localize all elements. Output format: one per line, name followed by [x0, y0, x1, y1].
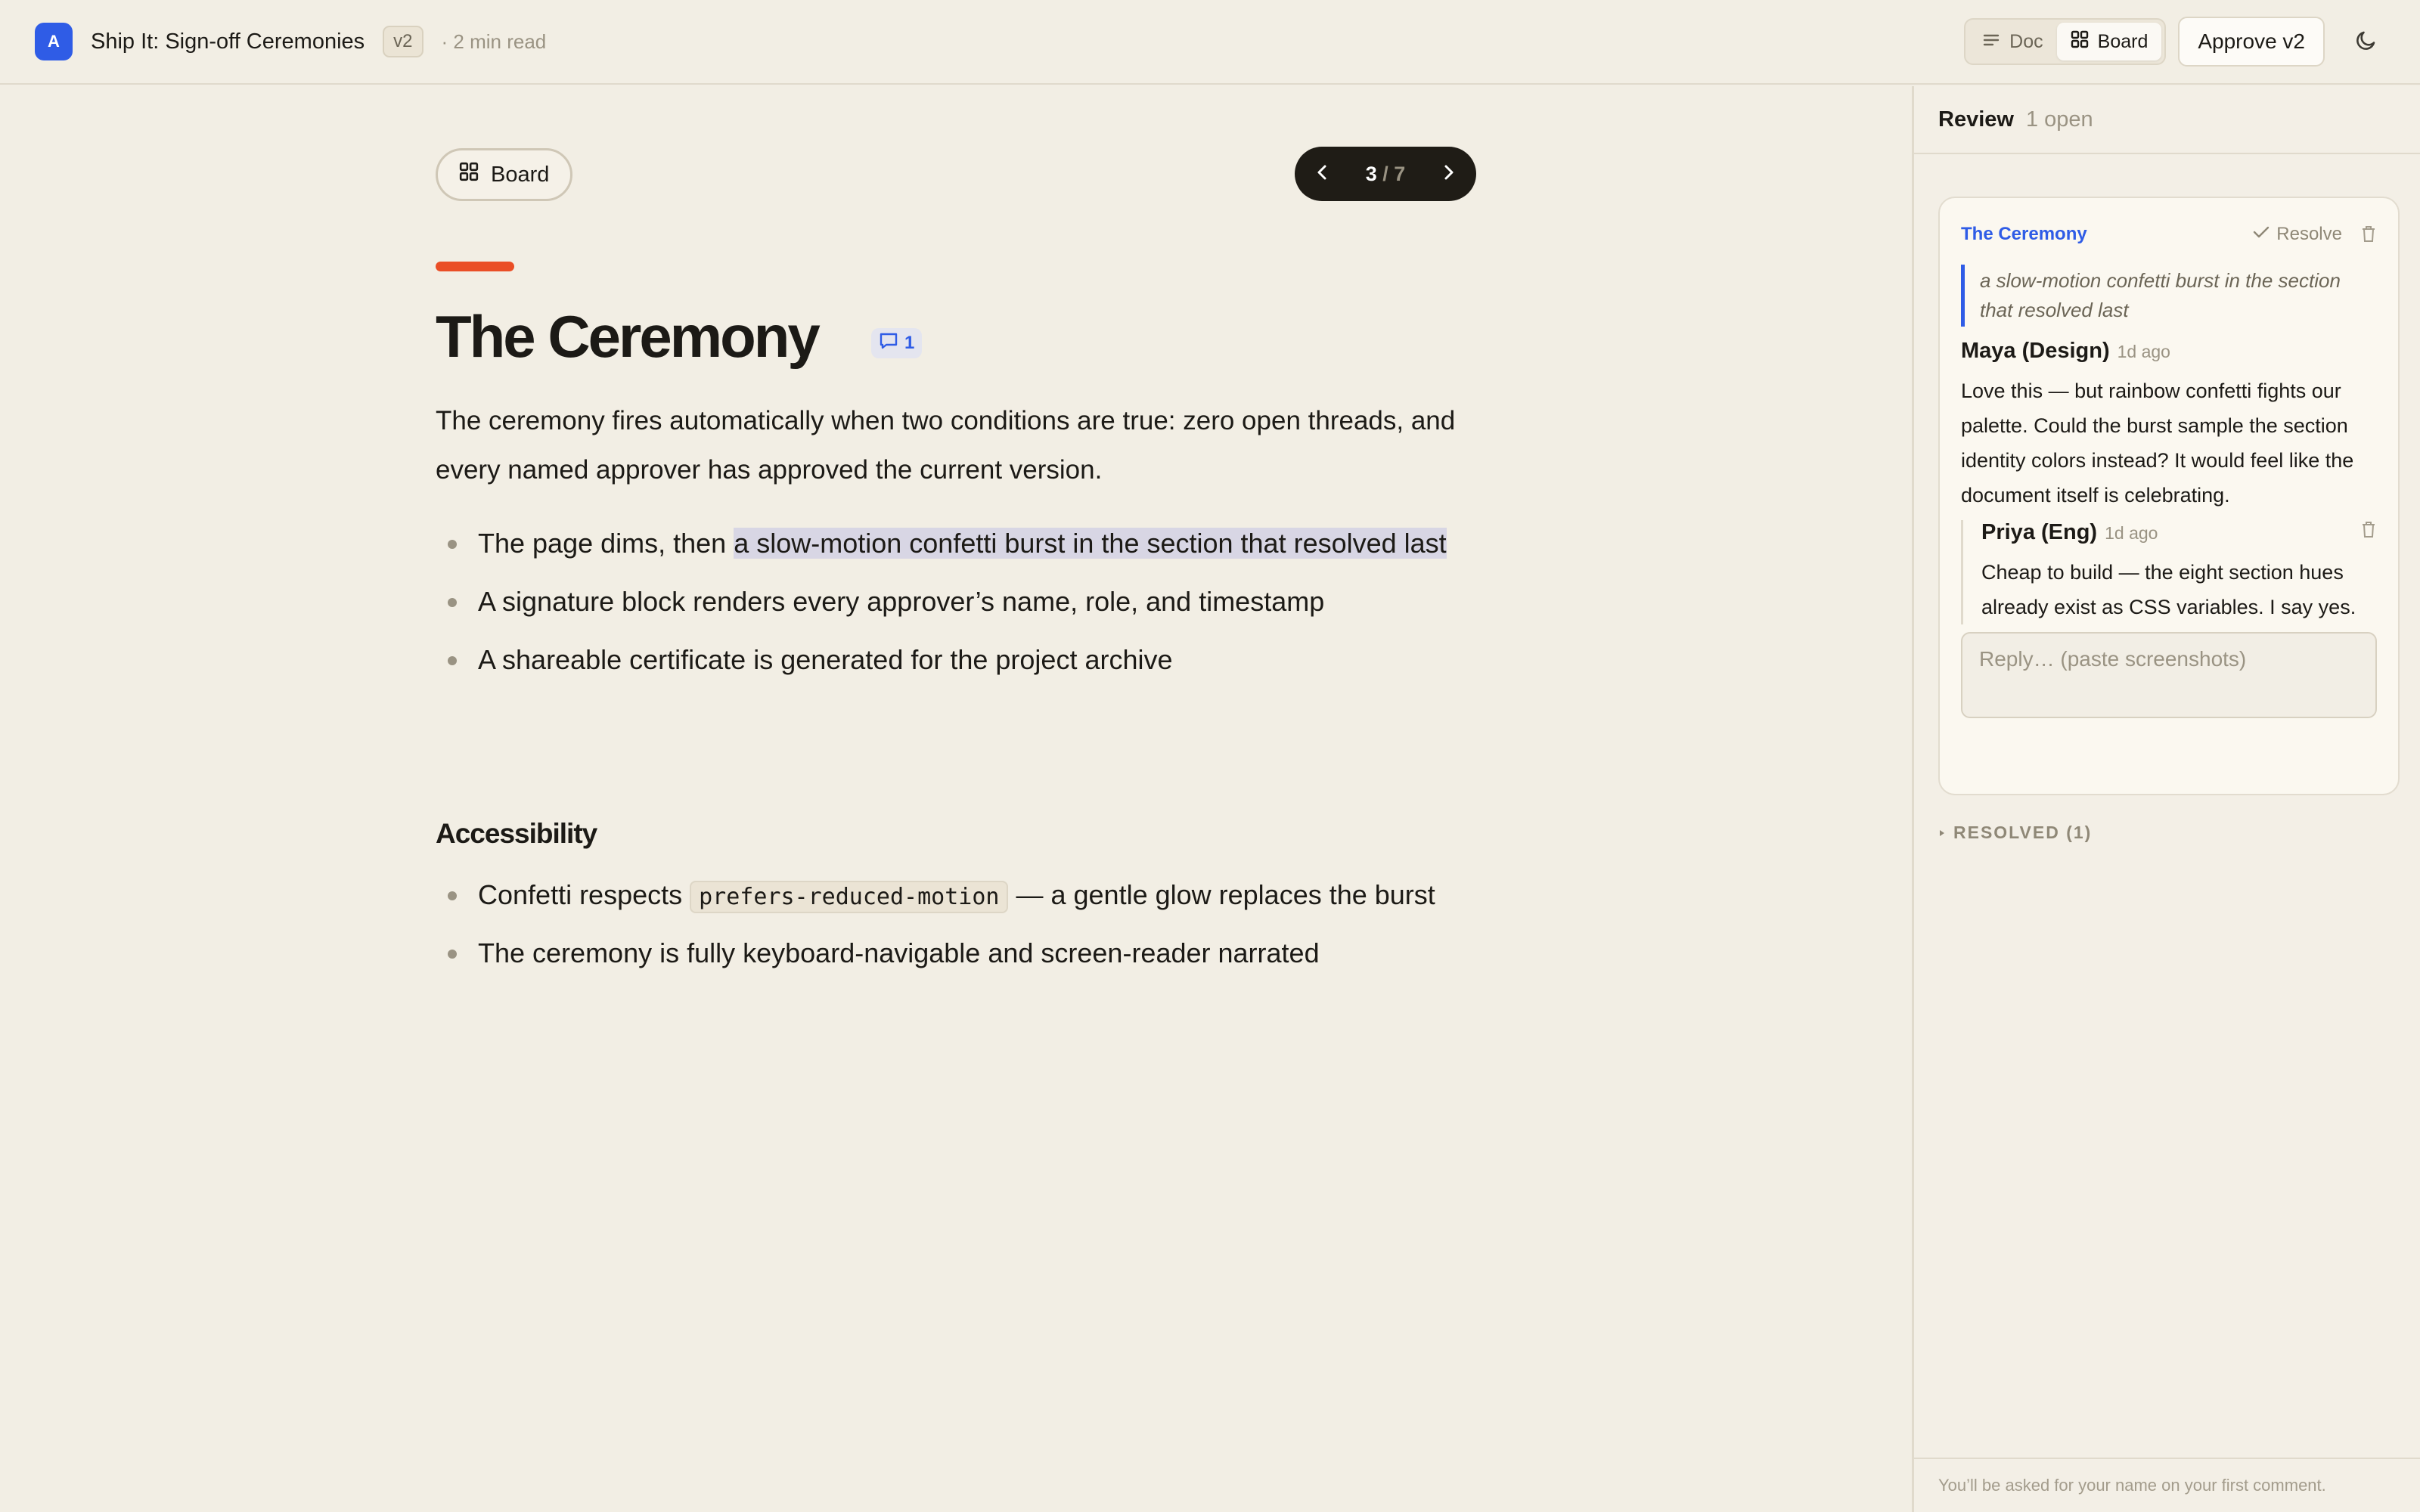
comment-author: Maya (Design) — [1961, 339, 2110, 363]
list-item-text: The ceremony is fully keyboard-navigable and screen-reader narrated — [478, 937, 1320, 968]
chevron-right-icon[interactable] — [1441, 162, 1457, 187]
section-pager — [1295, 147, 1476, 201]
review-header — [1914, 86, 2420, 154]
inline-code: prefers-reduced-motion — [690, 881, 1008, 913]
list-item-text: The page dims, then — [478, 528, 734, 559]
resolve-button[interactable] — [2252, 224, 2342, 245]
read-time: · 2 min read — [441, 29, 547, 53]
quoted-selection: a slow-motion confetti burst in the section that resolved last — [1961, 265, 2377, 327]
check-icon — [2252, 224, 2270, 245]
list-item-text: A signature block renders every approver’s name, role, and timestamp — [478, 586, 1325, 617]
list-item — [436, 583, 1494, 641]
accessibility-heading: Accessibility — [436, 818, 597, 849]
comment-count: 1 — [904, 333, 915, 353]
approve-button[interactable]: Approve v2 — [2178, 17, 2325, 67]
grid-icon — [459, 162, 479, 187]
comment-time: 1d ago — [2117, 342, 2170, 361]
accessibility-list — [436, 876, 1494, 993]
review-sidebar — [1912, 86, 2420, 1512]
page-indicator — [1366, 163, 1406, 186]
section-intro: The ceremony fires automatically when two conditions are true: zero open threads, and every named approver has approved the current version. — [436, 406, 1456, 485]
chevron-left-icon[interactable] — [1314, 162, 1329, 187]
grid-icon — [2071, 30, 2089, 54]
comment-meta — [1961, 339, 2377, 373]
reply-input[interactable]: Reply… (paste screenshots) — [1961, 632, 2377, 718]
list-item-text: Confetti respects — [478, 879, 690, 910]
board-view-button[interactable] — [2057, 23, 2162, 60]
moon-icon — [2354, 28, 2378, 56]
list-item-text: — a gentle glow replaces the burst — [1008, 879, 1435, 910]
comment-author: Priya (Eng) — [1981, 520, 2098, 544]
document-title: Ship It: Sign-off Ceremonies — [91, 29, 365, 54]
board-view-label: Board — [2097, 30, 2149, 52]
comment-icon — [879, 332, 898, 355]
comment-count-chip[interactable] — [871, 328, 922, 358]
feature-list — [436, 525, 1494, 699]
view-toggle — [1964, 18, 2166, 65]
list-item — [436, 641, 1494, 699]
board-button-label: Board — [491, 162, 550, 187]
list-item — [436, 876, 1494, 934]
thread-header — [1961, 219, 2377, 249]
comment-time: 1d ago — [2105, 523, 2158, 543]
comment-meta — [1981, 520, 2377, 555]
board-button[interactable] — [436, 148, 572, 201]
resolve-label: Resolve — [2276, 224, 2342, 244]
list-item — [436, 934, 1494, 993]
doc-view-button[interactable] — [1969, 23, 2056, 60]
top-bar — [0, 0, 2420, 85]
page-total: / 7 — [1382, 162, 1406, 185]
section-title: The Ceremony — [436, 303, 818, 370]
comment-thread — [1938, 197, 2400, 795]
review-title: Review — [1938, 107, 2014, 132]
list-item-text: A shareable certificate is generated for the project archive — [478, 644, 1173, 675]
list-item — [436, 525, 1494, 583]
section-accent-bar — [436, 262, 514, 271]
trash-icon[interactable] — [2360, 521, 2377, 543]
comment-body: Love this — but rainbow confetti fights our palette. Could the burst sample the section identity colors instead? It would feel like the document itself is celebrating. — [1961, 380, 2354, 507]
theme-toggle-button[interactable] — [2347, 23, 2385, 60]
open-thread-count: 1 open — [2025, 107, 2093, 132]
document-main — [0, 86, 1912, 1512]
lines-icon — [1982, 31, 2000, 53]
doc-view-label: Doc — [2009, 30, 2043, 52]
comment — [1961, 339, 2377, 513]
trash-icon[interactable] — [2360, 225, 2377, 243]
caret-right-icon — [1938, 823, 1946, 843]
sidebar-footer-note: You’ll be asked for your name on your first comment. — [1914, 1458, 2420, 1512]
topbar-actions — [1964, 17, 2385, 67]
app-logo[interactable]: A — [35, 23, 73, 60]
version-badge: v2 — [383, 26, 423, 57]
reply-comment — [1961, 520, 2377, 624]
thread-section-link[interactable]: The Ceremony — [1961, 224, 2087, 244]
resolved-label: RESOLVED (1) — [1953, 823, 2093, 842]
highlighted-text[interactable]: a slow-motion confetti burst in the section that resolved last — [734, 528, 1447, 559]
resolved-threads-toggle[interactable] — [1938, 823, 2092, 843]
comment-body: Cheap to build — the eight section hues already exist as CSS variables. I say yes. — [1981, 561, 2356, 618]
page-current: 3 — [1365, 162, 1377, 185]
